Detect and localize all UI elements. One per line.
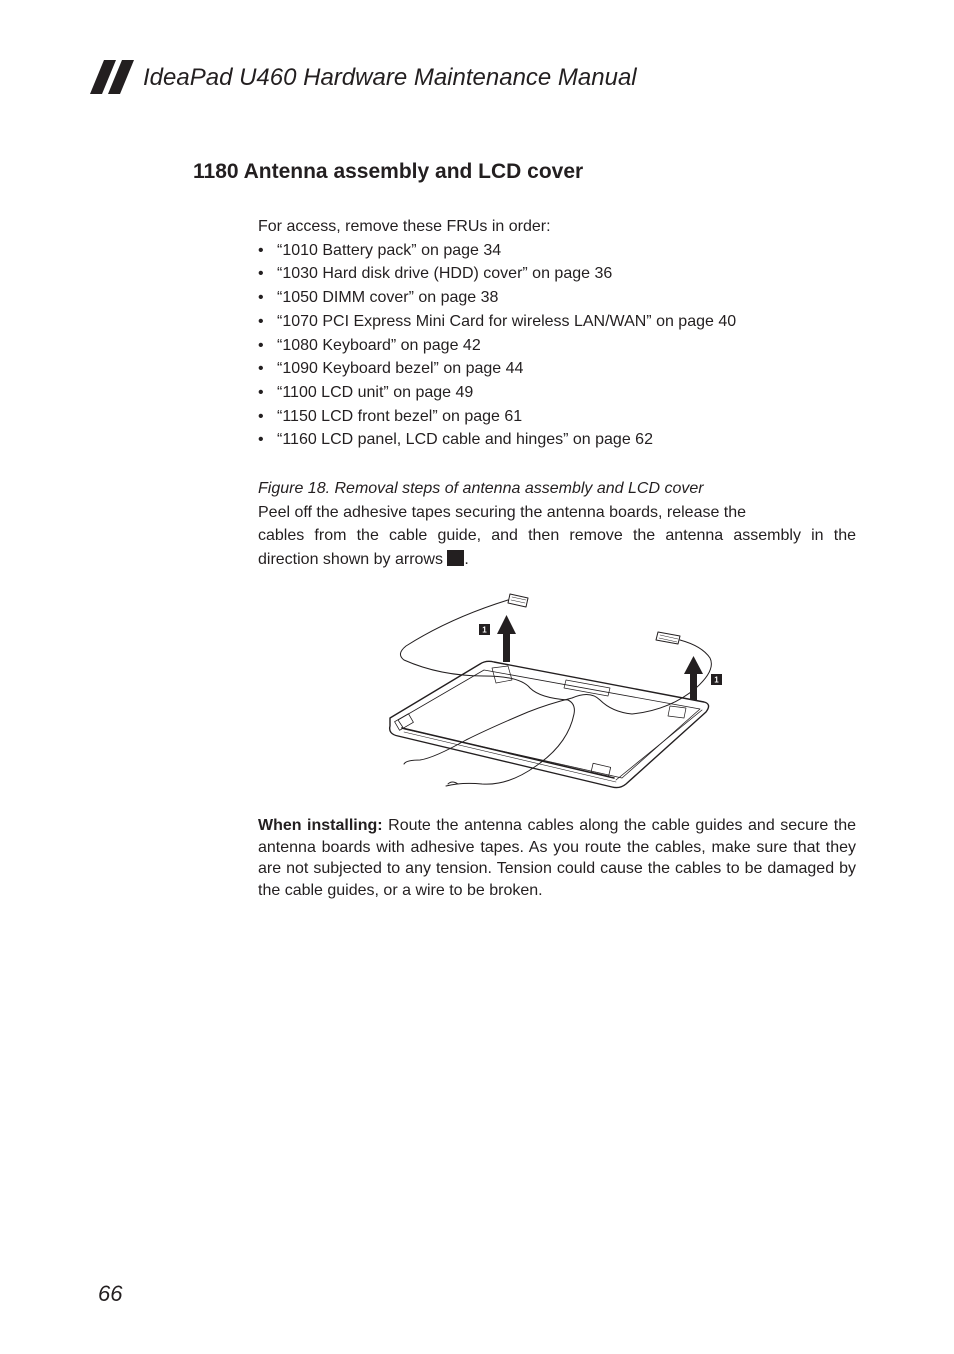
callout-1-right	[711, 674, 722, 685]
bullet-icon: •	[258, 289, 264, 307]
fru-list-item: • “1150 LCD front bezel” on page 61	[258, 405, 856, 429]
section-title: 1180 Antenna assembly and LCD cover	[193, 160, 584, 183]
bullet-icon: •	[258, 431, 264, 449]
fru-list-item: • “1050 DIMM cover” on page 38	[258, 286, 856, 310]
antenna-lcd-cover-illustration	[380, 588, 725, 798]
step-marker-icon	[447, 550, 464, 566]
fru-list-item: • “1030 Hard disk drive (HDD) cover” on page 36	[258, 262, 856, 286]
installing-note	[258, 815, 856, 901]
svg-text:1: 1	[482, 625, 487, 635]
installing-text: Route the antenna cables along the cable guides and secure the antenna boards with adhesive tapes. As you route the cables, make sure that they are not subjected to any tension. Tension could cause the cables to be damaged by the cable guides, or a wire to be broken.	[258, 817, 857, 899]
step-text-line-3: direction shown by arrows .	[258, 551, 469, 569]
manual-title: IdeaPad U460 Hardware Maintenance Manual	[143, 64, 637, 91]
step-text-line-2: cables from the cable guide, and then remove the antenna assembly in the	[258, 527, 856, 545]
fru-list-item: • “1080 Keyboard” on page 42	[258, 334, 856, 358]
bullet-icon: •	[258, 360, 264, 378]
bullet-icon: •	[258, 241, 264, 259]
removal-arrow-left	[497, 615, 516, 662]
fru-lead-text: For access, remove these FRUs in order:	[258, 218, 551, 235]
fru-list-item: • “1160 LCD panel, LCD cable and hinges” on page 62	[258, 428, 856, 452]
bullet-icon: •	[258, 265, 264, 283]
removal-arrow-right	[684, 656, 703, 700]
installing-label: When installing:	[258, 817, 383, 834]
fru-list-item: • “1070 PCI Express Mini Card for wireless LAN/WAN” on page 40	[258, 310, 856, 334]
antenna-board-left	[508, 594, 528, 607]
figure-caption-block	[258, 477, 856, 572]
page-number: 66	[98, 1281, 123, 1306]
lcd-cover-outline	[390, 661, 709, 787]
antenna-cable-right	[404, 640, 711, 764]
bullet-icon: •	[258, 383, 264, 401]
callout-1-left	[479, 624, 490, 635]
figure-caption: Figure 18. Removal steps of antenna assembly and LCD cover	[258, 480, 704, 497]
manual-logo-slashes-icon	[90, 60, 136, 94]
fru-list-item: • “1100 LCD unit” on page 49	[258, 381, 856, 405]
bullet-icon: •	[258, 336, 264, 354]
step-text-line-1: Peel off the adhesive tapes securing the antenna boards, release the	[258, 503, 747, 521]
svg-text:1: 1	[714, 675, 719, 685]
fru-list-item: • “1010 Battery pack” on page 34	[258, 239, 856, 263]
fru-prerequisites	[258, 215, 856, 452]
fru-list-item: • “1090 Keyboard bezel” on page 44	[258, 357, 856, 381]
fru-list	[258, 239, 856, 452]
bullet-icon: •	[258, 312, 264, 330]
bullet-icon: •	[258, 407, 264, 425]
